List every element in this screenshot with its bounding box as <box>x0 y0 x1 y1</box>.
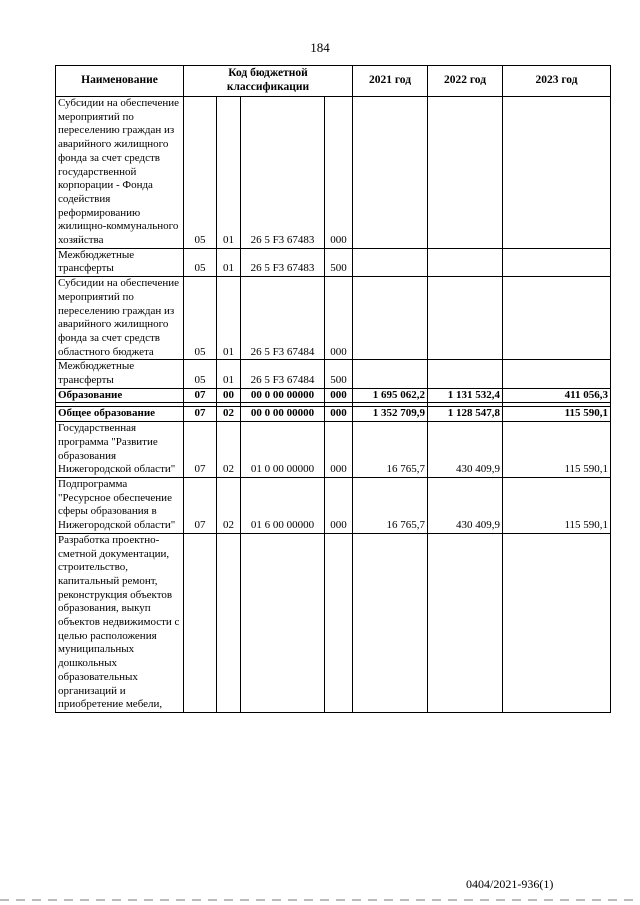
budget-table <box>55 65 611 713</box>
row-2021: 16 765,7 <box>353 422 428 478</box>
row-name: Субсидии на обеспечение мероприятий по переселению граждан из аварийного жилищного фонда за счет средств государственной корпорации - Фонда содействия реформированию жилищно-коммунального хозяйства <box>56 97 184 249</box>
row-code-section: 07 <box>184 477 217 533</box>
row-code-subsection: 01 <box>217 277 241 360</box>
row-code-type: 500 <box>325 248 353 276</box>
row-2023: 115 590,1 <box>503 407 611 422</box>
row-name: Подпрограмма "Ресурсное обеспечение сферы образования в Нижегородской области" <box>56 477 184 533</box>
row-2022: 1 128 547,8 <box>428 407 503 422</box>
row-code-section: 05 <box>184 277 217 360</box>
table-row <box>56 422 611 478</box>
row-code-target: 26 5 F3 67484 <box>241 360 325 388</box>
row-code-subsection: 02 <box>217 422 241 478</box>
row-code-target: 26 5 F3 67483 <box>241 97 325 249</box>
row-2022: 430 409,9 <box>428 422 503 478</box>
row-2022: 430 409,9 <box>428 477 503 533</box>
row-2021: 1 352 709,9 <box>353 407 428 422</box>
header-2021: 2021 год <box>353 66 428 97</box>
document-code: 0404/2021-936(1) <box>466 877 554 891</box>
row-code-subsection: 00 <box>217 388 241 403</box>
row-2022 <box>428 360 503 388</box>
row-2022: 1 131 532,4 <box>428 388 503 403</box>
row-code-target: 00 0 00 00000 <box>241 388 325 403</box>
table-row <box>56 477 611 533</box>
row-code-section: 07 <box>184 388 217 403</box>
table-row <box>56 388 611 403</box>
row-code-type: 000 <box>325 388 353 403</box>
table-row <box>56 97 611 249</box>
row-code-target: 26 5 F3 67484 <box>241 277 325 360</box>
row-code-type: 500 <box>325 360 353 388</box>
row-code-section: 07 <box>184 407 217 422</box>
row-2023: 115 590,1 <box>503 422 611 478</box>
page-number: 184 <box>310 40 330 55</box>
header-name: Наименование <box>56 66 184 97</box>
row-code-target: 01 6 00 00000 <box>241 477 325 533</box>
row-2021 <box>353 248 428 276</box>
row-name: Межбюджетные трансферты <box>56 360 184 388</box>
row-name: Образование <box>56 388 184 403</box>
row-2021 <box>353 277 428 360</box>
row-name: Межбюджетные трансферты <box>56 248 184 276</box>
row-2021: 16 765,7 <box>353 477 428 533</box>
row-code-type: 000 <box>325 477 353 533</box>
row-2021 <box>353 533 428 712</box>
row-2023: 411 056,3 <box>503 388 611 403</box>
row-code-subsection: 01 <box>217 360 241 388</box>
row-2022 <box>428 277 503 360</box>
row-2021 <box>353 360 428 388</box>
row-code-type: 000 <box>325 422 353 478</box>
row-2023 <box>503 248 611 276</box>
row-code-section: 05 <box>184 248 217 276</box>
row-code-target: 26 5 F3 67483 <box>241 248 325 276</box>
header-2022: 2022 год <box>428 66 503 97</box>
row-code-section: 05 <box>184 360 217 388</box>
header-code: Код бюджетной классификации <box>184 66 353 97</box>
row-name: Разработка проектно-сметной документации, строительство, капитальный ремонт, реконструкция объектов образования, выкуп объектов недвижимости с целью расположения муниципальных дошкольных образовательных организаций и приобретение мебели, <box>56 533 184 712</box>
row-code-type: 000 <box>325 407 353 422</box>
row-name: Государственная программа "Развитие образования Нижегородской области" <box>56 422 184 478</box>
row-code-subsection <box>217 533 241 712</box>
row-code-subsection: 01 <box>217 97 241 249</box>
header-2023: 2023 год <box>503 66 611 97</box>
table-row <box>56 407 611 422</box>
row-2023: 115 590,1 <box>503 477 611 533</box>
row-2023 <box>503 277 611 360</box>
row-code-type: 000 <box>325 277 353 360</box>
row-code-target: 00 0 00 00000 <box>241 407 325 422</box>
row-name: Общее образование <box>56 407 184 422</box>
row-2022 <box>428 248 503 276</box>
row-code-target <box>241 533 325 712</box>
row-2021: 1 695 062,2 <box>353 388 428 403</box>
row-code-subsection: 01 <box>217 248 241 276</box>
row-code-section: 07 <box>184 422 217 478</box>
table-header-row <box>56 66 611 97</box>
scan-edge-noise <box>0 899 640 901</box>
row-name: Субсидии на обеспечение мероприятий по переселению граждан из аварийного жилищного фонда за счет средств областного бюджета <box>56 277 184 360</box>
row-2023 <box>503 533 611 712</box>
row-2022 <box>428 533 503 712</box>
row-code-subsection: 02 <box>217 407 241 422</box>
row-2022 <box>428 97 503 249</box>
row-code-type: 000 <box>325 97 353 249</box>
row-code-section: 05 <box>184 97 217 249</box>
table-row <box>56 360 611 388</box>
table-row <box>56 248 611 276</box>
table-row <box>56 277 611 360</box>
row-code-subsection: 02 <box>217 477 241 533</box>
row-code-type <box>325 533 353 712</box>
table-row <box>56 533 611 712</box>
row-code-target: 01 0 00 00000 <box>241 422 325 478</box>
row-2023 <box>503 97 611 249</box>
row-2023 <box>503 360 611 388</box>
row-code-section <box>184 533 217 712</box>
row-2021 <box>353 97 428 249</box>
